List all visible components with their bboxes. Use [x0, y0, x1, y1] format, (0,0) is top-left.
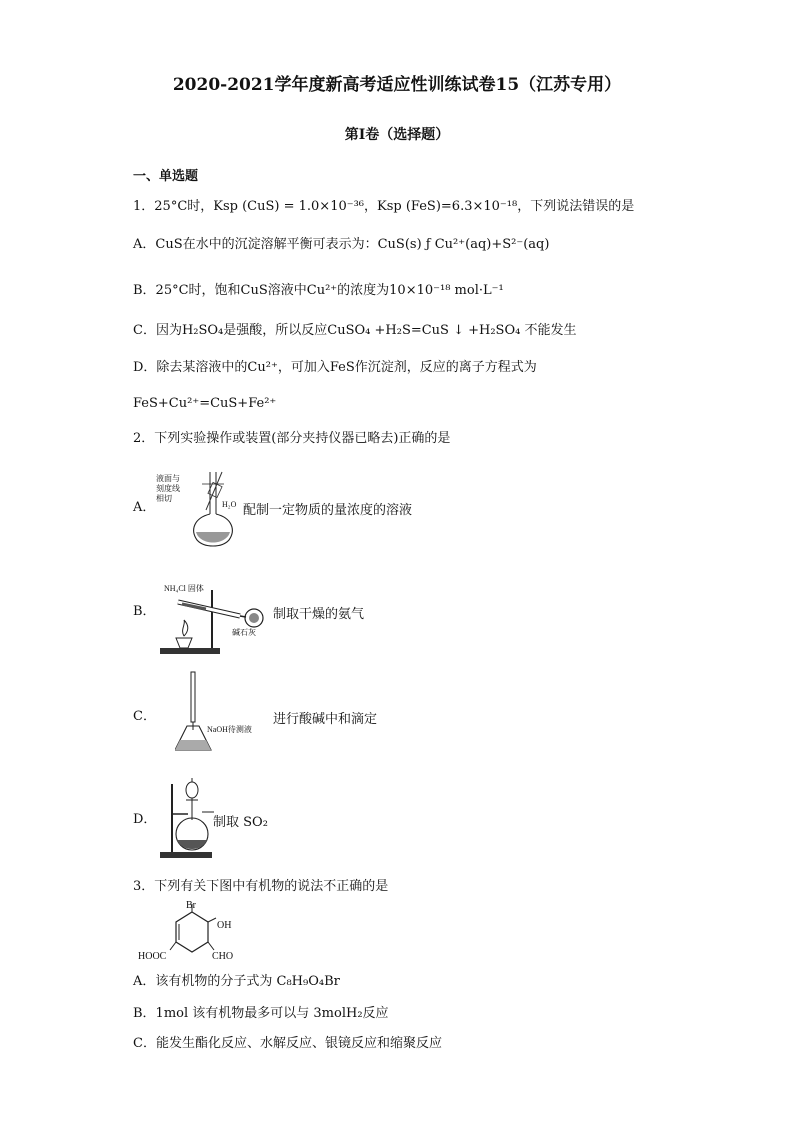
q2-option-a-text: 配制一定物质的量浓度的溶液: [243, 503, 413, 518]
q3-option-b: B．1mol 该有机物最多可以与 3molH₂反应: [133, 1006, 389, 1021]
ammonium-chloride-label: NH₄Cl 固体: [164, 584, 204, 593]
molecule-hooc-label: HOOC: [138, 951, 167, 962]
q2-option-c-text: 进行酸碱中和滴定: [273, 712, 378, 727]
q1-option-d: D．除去某溶液中的Cu²⁺，可加入FeS作沉淀剂，反应的离子方程式为: [133, 360, 537, 375]
q1-option-b: B．25°C时，饱和CuS溶液中Cu²⁺的浓度为10×10⁻¹⁸ mol·L⁻¹: [133, 283, 504, 298]
q3-stem: 3．下列有关下图中有机物的说法不正确的是: [133, 879, 389, 894]
titration-figure: [175, 670, 265, 755]
q2-option-b-letter: B．: [133, 604, 156, 619]
soda-lime-label: 碱石灰: [232, 628, 256, 637]
q2-option-c-letter: C．: [133, 709, 156, 724]
part-title: 第I卷（选择题）: [344, 127, 450, 143]
q2-stem: 2．下列实验操作或装置(部分夹持仪器已略去)正确的是: [133, 431, 451, 446]
q2-option-a-letter: A．: [133, 500, 156, 515]
q2-option-d-text: 制取 SO₂: [213, 815, 268, 830]
exam-title: 2020-2021学年度新高考适应性训练试卷15（江苏专用）: [172, 75, 622, 95]
q1-option-d-equation: FeS+Cu²⁺=CuS+Fe²⁺: [133, 396, 277, 411]
naoh-label: NaOH待测液: [207, 725, 252, 734]
flask-label-1: 液面与: [156, 474, 180, 483]
q1-stem: 1．25°C时，Ksp (CuS) = 1.0×10⁻³⁶，Ksp (FeS)=6.3×10⁻¹⁸，下列说法错误的是: [133, 199, 635, 214]
molecule-br-label: Br: [186, 900, 196, 911]
sulfur-dioxide-apparatus-figure: [158, 776, 218, 860]
q2-option-b-text: 制取干燥的氨气: [273, 607, 365, 622]
flask-label-2: 刻度线: [156, 484, 180, 493]
q2-option-d-letter: D．: [133, 812, 157, 827]
section-heading: 一、单选题: [133, 169, 199, 184]
molecule-cho-label: CHO: [212, 951, 234, 962]
flask-water-label: H₂O: [222, 500, 237, 509]
q3-option-c: C．能发生酯化反应、水解反应、银镜反应和缩聚反应: [133, 1036, 442, 1051]
q1-option-a: A．CuS在水中的沉淀溶解平衡可表示为：CuS(s) ƒ Cu²⁺(aq)+S²⁻(aq): [133, 237, 550, 252]
q1-option-c: C．因为H₂SO₄是强酸，所以反应CuSO₄ +H₂S=CuS ↓ +H₂SO₄ 不能发生: [133, 323, 577, 338]
flask-label-3: 相切: [156, 494, 172, 503]
q3-option-a: A．该有机物的分子式为 C₈H₉O₄Br: [133, 974, 340, 989]
molecule-oh-label: OH: [217, 920, 232, 931]
